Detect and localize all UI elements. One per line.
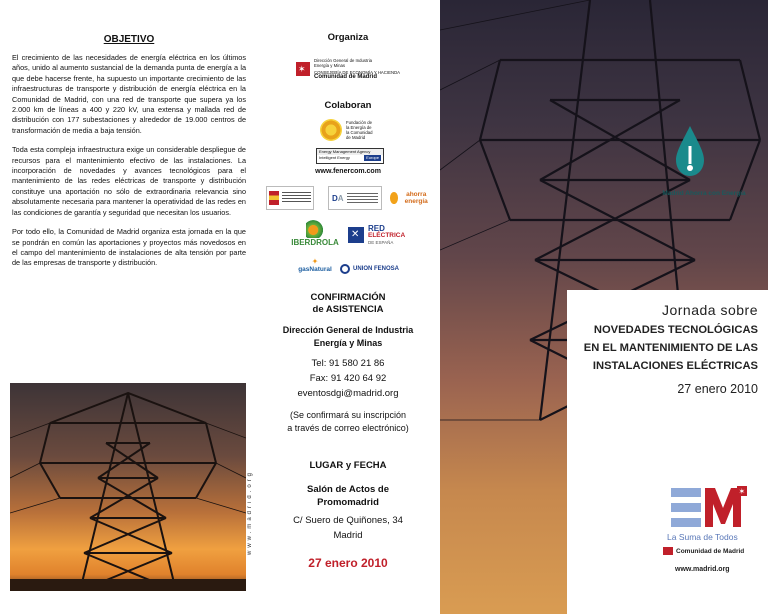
- lugar-date: 27 enero 2010: [308, 556, 388, 570]
- cover-cm-logo: [663, 547, 763, 555]
- confirmacion-org-1: Dirección General de Industria: [282, 325, 414, 335]
- red-electrica-text-1: RED: [368, 223, 385, 233]
- fenercom-sun-icon: [320, 119, 342, 141]
- pylon-silhouette-icon: [10, 383, 246, 591]
- fenercom-logo: [316, 114, 380, 146]
- objetivo-paragraph-1: El crecimiento de las necesidades de energía eléctrica en los últimos años, unido al aumento sustancial de la demanda punta de energía a la que debe hacerse frente, ha supuesto un importante crecimiento de las infraestructuras de transporte y distribución de energía eléctrica en la Comunidad de Madrid, con una red de transporte que supera ya los 2.000 km de líneas a 400 y 220 kV, una extensa y mallada red de distribución con 177 subestaciones y alrededor de 19.000 centros de transformación de media a baja tensión.: [12, 53, 246, 135]
- energy-agency-logo: [316, 148, 384, 164]
- confirmacion-org-2: Energía y Minas: [313, 338, 383, 348]
- confirmacion-fax: Fax: 91 420 64 92: [309, 373, 387, 384]
- em-logo: [671, 486, 747, 530]
- comunidad-madrid-flag-icon: ✶: [296, 62, 310, 76]
- idae-logo: D A: [328, 186, 382, 210]
- cover-cm-name: Comunidad de Madrid: [676, 547, 745, 555]
- fenercom-text: Fundación de la Energía de la Comunidad de Madrid: [346, 120, 373, 140]
- lugar-address: C/ Suero de Quiñones, 34: [293, 515, 403, 526]
- fenercom-website: www.fenercom.com: [315, 168, 381, 175]
- red-electrica-logo: [348, 222, 428, 248]
- confirmacion-title-1: CONFIRMACIÓN: [310, 292, 386, 303]
- middle-panel: [256, 0, 440, 614]
- svg-text:✶: ✶: [738, 487, 746, 496]
- gas-flame-icon: ✦: [311, 257, 319, 266]
- confirmacion-tel: Tel: 91 580 21 86: [311, 358, 385, 369]
- comunidad-madrid-logo: [296, 48, 406, 90]
- organiza-name: Comunidad de Madrid: [314, 74, 377, 80]
- power-tower-photo: [10, 383, 246, 591]
- objetivo-paragraph-2: Toda esta compleja infraestructura exige un considerable despliegue de recursos para el mantenimiento efectivo de las instalaciones. La incorporación de novedades y avances tecnológicos para el mantenimiento de las redes eléctricas de transporte y distribución constituye una aportación no sólo de extraordinaria relevancia sino absolutamente necesaria para mantener la operatividad de las redes en las condiciones de garantía y seguridad que necesitan los usuarios.: [12, 145, 246, 217]
- organiza-line-1: Dirección General de Industria: [314, 58, 373, 63]
- lugar-place-2: Promomadrid: [317, 497, 379, 508]
- cover-title-line-2: NOVEDADES TECNOLÓGICAS: [593, 324, 758, 336]
- gas-natural-text: gasNatural: [298, 266, 332, 273]
- confirmacion-note-2: a través de correo electrónico): [287, 423, 409, 433]
- agency-line-1: Energy Management Agency: [317, 149, 383, 155]
- lugar-place-1: Salón de Actos de: [307, 484, 389, 495]
- union-fenosa-logo: [340, 262, 416, 276]
- organiza-line-3: CONSEJERÍA DE ECONOMÍA Y HACIENDA: [314, 70, 401, 75]
- objetivo-paragraph-3: Por todo ello, la Comunidad de Madrid organiza esta jornada en la que se pondrán en común las aportaciones y proyectos más novedosos en el campo del mantenimiento de instalaciones de alta tensión por parte de las empresas de transporte y distribución.: [12, 227, 246, 268]
- organiza-heading: Organiza: [327, 32, 369, 43]
- objetivo-heading: OBJETIVO: [103, 34, 155, 45]
- iberdrola-logo: [284, 218, 346, 252]
- em-logo-icon: [671, 486, 747, 530]
- cover-slogan: La Suma de Todos: [667, 532, 738, 542]
- red-electrica-text-3: DE ESPAÑA: [368, 239, 394, 245]
- organiza-line-2: Energía y Minas: [314, 63, 346, 68]
- union-fenosa-text: UNION FENOSA: [353, 266, 400, 272]
- lugar-title: LUGAR y FECHA: [309, 460, 387, 471]
- agency-line-2b: Europe: [366, 155, 379, 160]
- cm-flag-icon: [663, 547, 673, 555]
- madrid-ahorra-logo: [670, 124, 710, 180]
- cover-title-line-4: INSTALACIONES ELÉCTRICAS: [592, 360, 758, 372]
- lugar-city: Madrid: [333, 530, 363, 541]
- cover-title-line-3: EN EL MANTENIMIENTO DE LAS: [583, 342, 758, 354]
- bulb-icon: [390, 192, 398, 204]
- red-electrica-text-2: ELÉCTRICA: [368, 231, 406, 239]
- colaboran-heading: Colaboran: [324, 100, 372, 111]
- ministry-logo: [266, 186, 314, 210]
- confirmacion-title-2: de ASISTENCIA: [312, 304, 384, 315]
- gas-natural-logo: [292, 258, 338, 276]
- spain-shield-icon: [269, 191, 279, 205]
- confirmacion-note-1: (Se confirmará su inscripción: [289, 410, 407, 420]
- iberdrola-leaf-icon: [306, 218, 324, 238]
- ahorra-text: ahorra energía: [404, 191, 428, 205]
- red-electrica-icon: ✕: [348, 227, 364, 243]
- confirmacion-email[interactable]: eventosdgi@madrid.org: [297, 388, 399, 399]
- cover-url[interactable]: www.madrid.org: [675, 566, 730, 573]
- cover-date: 27 enero 2010: [677, 382, 758, 396]
- union-fenosa-icon: [340, 264, 350, 274]
- agency-line-2a: Intelligent Energy: [319, 155, 350, 160]
- water-drop-icon: [670, 124, 710, 180]
- cover-title-box: [567, 290, 768, 614]
- iberdrola-text: IBERDROLA: [291, 238, 339, 247]
- side-website: www.madrid.org: [247, 470, 253, 556]
- ahorra-energia-logo: [390, 186, 432, 210]
- cover-title-line-1: Jornada sobre: [661, 302, 758, 318]
- brand-text: Madrid Ahorra con Energía: [662, 190, 746, 197]
